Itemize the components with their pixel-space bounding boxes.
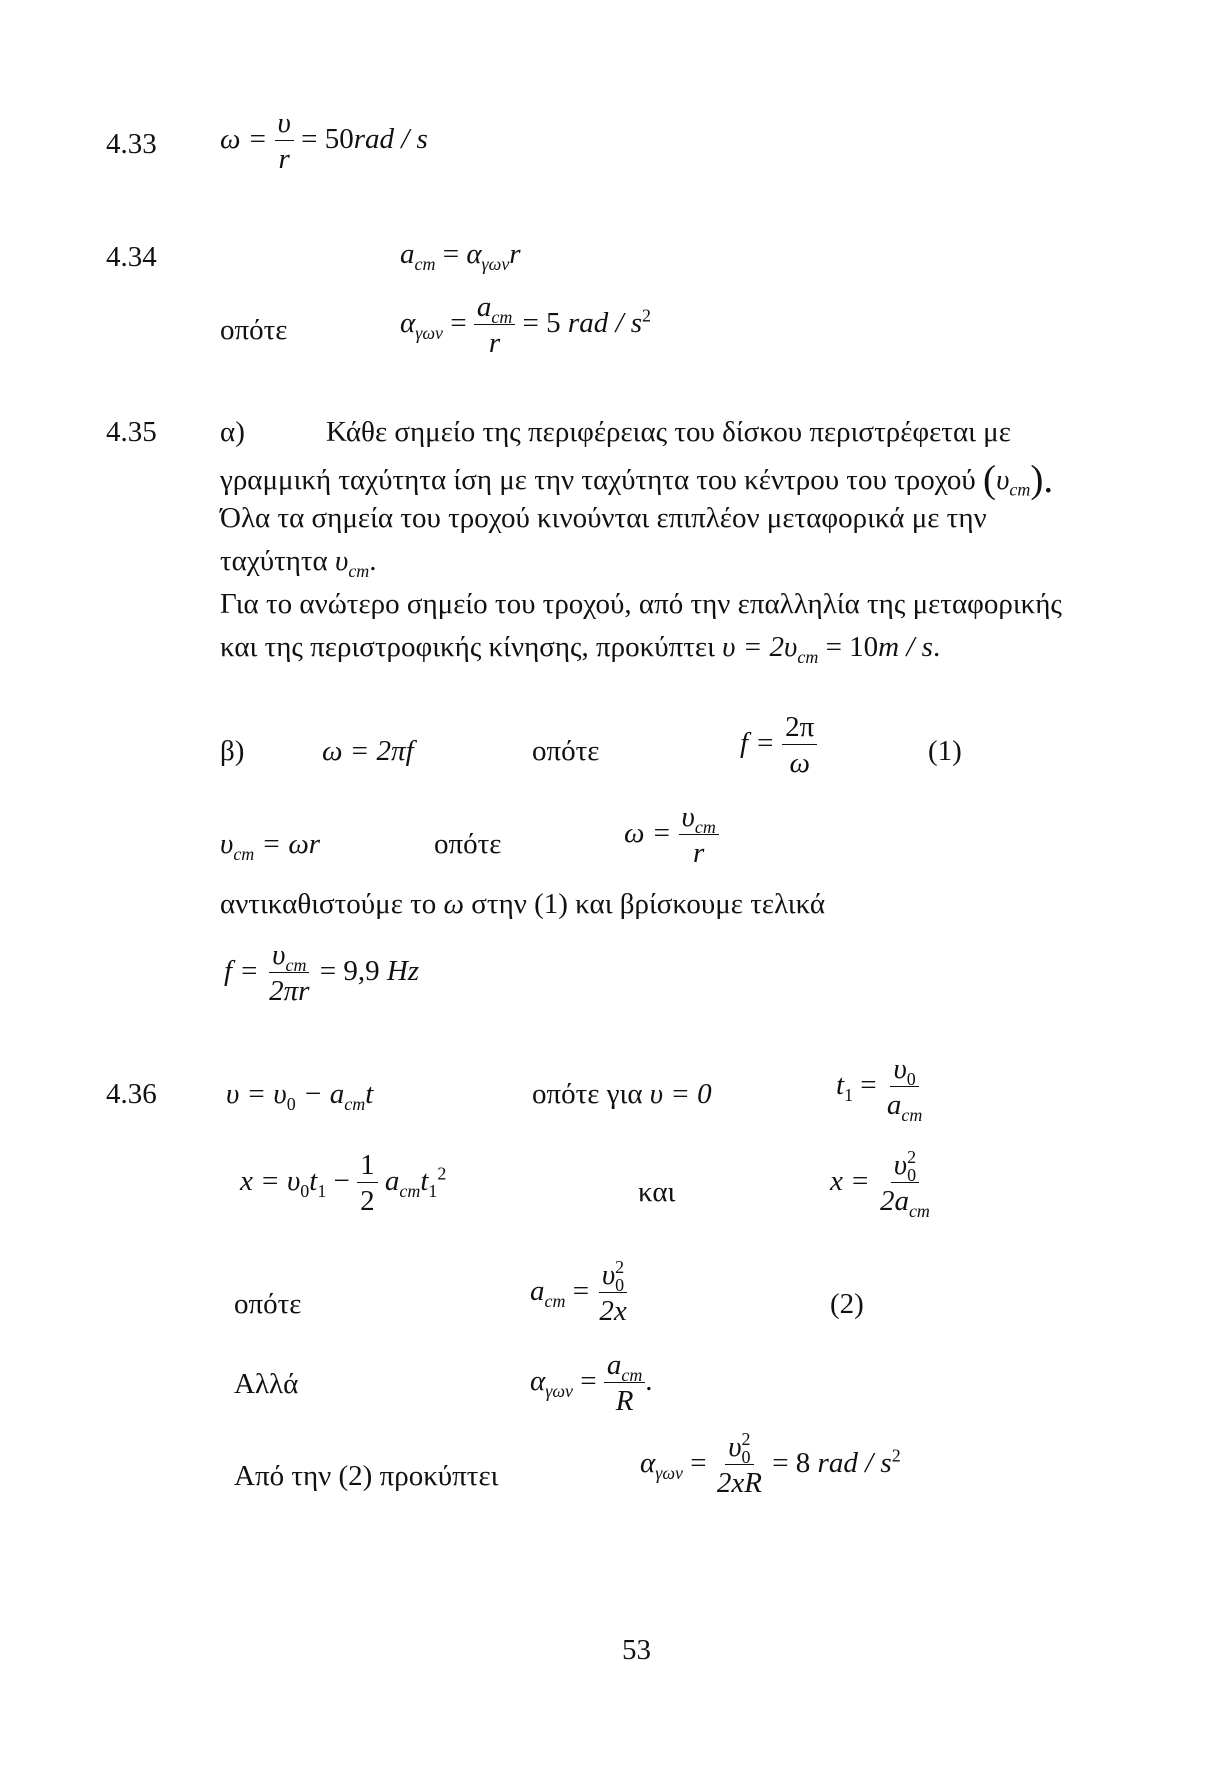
problem-label-4-34: 4.34	[106, 241, 157, 273]
equation-ref-1: (1)	[928, 735, 962, 767]
equation-omega-vcm-over-r: ω = $\frac{\upsilon_{cm}}{r}$	[624, 802, 719, 869]
paragraph-line-3: Όλα τα σημεία του τροχού κινούνται επιπλέον μεταφορικά με την	[220, 502, 987, 534]
paragraph-line-6: και της περιστροφικής κίνησης, προκύπτει $\upsilon = 2\upsilon_{cm} = 10m / s$.	[220, 631, 941, 667]
apo-text: Από την (2) προκύπτει	[234, 1460, 499, 1492]
equation-alpha-gon: $\alpha_{\gamma\omega\nu}$ = $\frac{a_{cm}}{r}$ = 5 rad / $s^2$	[400, 291, 652, 360]
paragraph-line-4: ταχύτητα $\upsilon_{cm}$.	[220, 545, 377, 581]
opote-4-34: οπότε	[220, 314, 288, 346]
item-a-label: α)	[220, 416, 245, 448]
equation-ref-2: (2)	[830, 1288, 864, 1320]
opote-gia-text: οπότε για υ = 0	[532, 1078, 712, 1110]
opote-d: οπότε	[234, 1288, 302, 1320]
equation-x-displacement: $x = \upsilon_0t_1$ − $\frac{1}{2}$ $a_{cm}t_1^2$	[240, 1149, 447, 1218]
opote-b: οπότε	[532, 735, 600, 767]
item-b-label: β)	[220, 735, 245, 767]
equation-acm: $a_{cm} = \alpha_{\gamma\omega\nu}r$	[400, 238, 521, 274]
equation-v-v0-minus-at: $\upsilon = \upsilon_0 - a_{cm}t$	[226, 1078, 374, 1114]
equation-alpha-result: $\alpha_{\gamma\omega\nu}$ = $\frac{\upsilon^2_0}{2xR}$ = 8 rad / $s^2$	[640, 1429, 901, 1500]
fraction-v-over-r: $\frac{\upsilon}{r}$	[275, 108, 294, 175]
equation-vcm-omega-r: $\upsilon_{cm} = \omega r$	[220, 828, 321, 864]
equation-t1: $t_1$ = $\frac{\upsilon_0}{a_{cm}}$	[836, 1053, 923, 1126]
equation-x-v0sq-over-2a: x = $\frac{\upsilon^2_0}{2a_{cm}}$	[830, 1147, 930, 1222]
opote-c: οπότε	[434, 828, 502, 860]
substitution-text: αντικαθιστούμε το ω στην (1) και βρίσκουμε τελικά	[220, 888, 826, 920]
equation-final-f: f = $\frac{\upsilon_{cm}}{2\pi r}$ = 9,9 Hz	[224, 939, 420, 1008]
equation-omega-2pif: ω = 2πf	[322, 735, 414, 767]
equation-f-2pi-over-omega: f = $\frac{2\pi}{\omega}$	[740, 712, 817, 779]
kai-text: και	[638, 1176, 676, 1208]
equation-acm-v0sq-over-2x: $a_{cm}$ = $\frac{\upsilon^2_0}{2x}$	[530, 1257, 627, 1328]
equation-alpha-acm-over-R: $\alpha_{\gamma\omega\nu}$ = $\frac{a_{cm}}{R}$ .	[530, 1349, 653, 1418]
alla-text: Αλλά	[234, 1368, 299, 1400]
paragraph-line-5: Για το ανώτερο σημείο του τροχού, από την επαλληλία της μεταφορικής	[220, 588, 1062, 620]
fraction-acm-over-r: $\frac{a_{cm}}{r}$	[474, 292, 515, 359]
page-number: 53	[622, 1634, 651, 1666]
problem-label-4-33: 4.33	[106, 128, 157, 160]
paragraph-line-1: Κάθε σημείο της περιφέρειας του δίσκου περιστρέφεται με	[326, 416, 1011, 448]
omega-symbol: ω =	[220, 123, 268, 156]
problem-label-4-36: 4.36	[106, 1078, 157, 1110]
equation-4-33: ω = $\frac{\upsilon}{r}$ = 50rad / s	[220, 107, 428, 176]
paragraph-line-2: γραμμική ταχύτητα ίση με την ταχύτητα του κέντρου του τροχού $(\upsilon_{cm})$.	[220, 458, 1054, 501]
problem-label-4-35: 4.35	[106, 416, 157, 448]
